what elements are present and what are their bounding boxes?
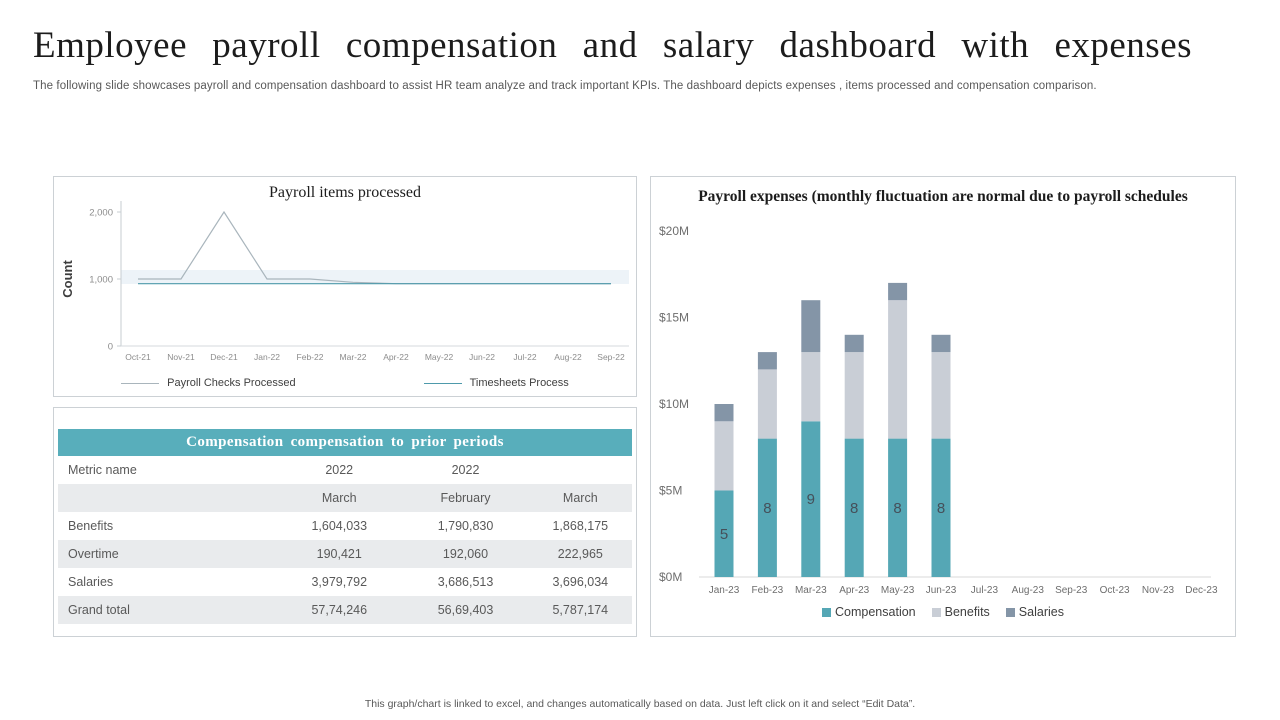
table-cell [529, 456, 632, 484]
legend-line-swatch [121, 383, 159, 384]
bar-segment-benefits[interactable] [715, 421, 734, 490]
bar-segment-benefits[interactable] [845, 352, 864, 439]
legend-item [822, 605, 916, 619]
bar-segment-benefits[interactable] [888, 300, 907, 438]
table-cell: Metric name [68, 463, 137, 477]
table-cell: 2022 [451, 463, 480, 477]
legend-item [1006, 605, 1064, 619]
table-title: Compensation compensation to prior periods [58, 429, 632, 456]
table-cell [58, 484, 276, 512]
payroll-expenses-chart-panel[interactable] [650, 176, 1236, 637]
x-tick-label: Apr-23 [839, 585, 870, 596]
table-cell: 3,696,034 [552, 575, 609, 589]
bar-segment-salaries[interactable] [845, 335, 864, 352]
legend-label: Benefits [944, 605, 990, 619]
x-tick-label: Jul-23 [970, 585, 999, 596]
table-cell: 5,787,174 [552, 603, 609, 617]
line-chart-legend [54, 377, 636, 389]
legend-label: Salaries [1018, 605, 1064, 619]
table-cell: February [440, 491, 491, 505]
y-tick-label: 2,000 [89, 207, 113, 219]
table-cell: Overtime [68, 547, 119, 561]
table-cell: Salaries [68, 575, 114, 589]
x-tick-label: Feb-22 [296, 352, 324, 362]
legend-item [121, 377, 295, 389]
x-tick-label: Oct-23 [1099, 585, 1130, 596]
y-tick-label: 0 [107, 341, 113, 353]
x-tick-label: Mar-23 [794, 585, 827, 596]
bar-segment-salaries[interactable] [888, 283, 907, 300]
x-tick-label: Sep-23 [1055, 585, 1088, 596]
legend-line-swatch [424, 383, 462, 384]
x-tick-label: May-22 [424, 352, 454, 362]
bar-chart-title: Payroll expenses (monthly fluctuation are normal due to payroll schedules [698, 188, 1188, 205]
y-tick-label: $10M [659, 397, 690, 411]
table-cell: 3,979,792 [311, 575, 368, 589]
table-row [58, 568, 632, 596]
bar-segment-salaries[interactable] [715, 404, 734, 421]
bar-segment-benefits[interactable] [758, 369, 777, 438]
x-tick-label: Jan-23 [708, 585, 740, 596]
table-cell: 192,060 [442, 547, 489, 561]
x-tick-label: May-23 [880, 585, 915, 596]
legend-item [424, 377, 569, 389]
line-chart-title: Payroll items processed [269, 184, 421, 201]
x-tick-label: Sep-22 [597, 352, 625, 362]
x-tick-label: Nov-21 [167, 352, 195, 362]
bar-segment-salaries[interactable] [932, 335, 951, 352]
table-cell: Grand total [68, 603, 130, 617]
y-axis-title: Count [60, 260, 75, 298]
table-cell: 2022 [325, 463, 354, 477]
table-cell: 57,74,246 [311, 603, 368, 617]
highlight-band [121, 270, 629, 284]
bar-segment-benefits[interactable] [932, 352, 951, 439]
table-row [58, 512, 632, 540]
footer-note: This graph/chart is linked to excel, and changes automatically based on data. Just left click on it and select “Edit Data”. [364, 698, 916, 710]
table-cell: 1,604,033 [311, 519, 368, 533]
table-cell: Benefits [68, 519, 114, 533]
y-tick-label: 1,000 [89, 274, 113, 286]
table-cell: 190,421 [316, 547, 362, 561]
x-tick-label: Mar-22 [339, 352, 367, 362]
y-tick-label: $20M [659, 224, 690, 238]
x-tick-label: Aug-22 [554, 352, 582, 362]
table-cell: 222,965 [557, 547, 603, 561]
x-tick-label: Oct-21 [125, 352, 151, 362]
table-row [58, 596, 632, 624]
table-cell: 56,69,403 [437, 603, 494, 617]
x-tick-label: Jan-22 [254, 352, 280, 362]
table-cell: 1,790,830 [437, 519, 494, 533]
legend-label: Payroll Checks Processed [167, 377, 296, 389]
payroll-items-line-chart[interactable] [54, 177, 636, 396]
table-cell: March [321, 491, 357, 505]
table-row [58, 484, 632, 512]
y-tick-label: $0M [659, 570, 683, 584]
bar-value-label: 8 [763, 499, 772, 517]
bar-value-label: 8 [850, 499, 859, 517]
x-tick-label: Apr-22 [383, 352, 409, 362]
y-tick-label: $5M [659, 483, 683, 498]
bar-chart-legend [651, 605, 1235, 619]
legend-square-swatch [822, 608, 831, 617]
bar-segment-salaries[interactable] [758, 352, 777, 369]
legend-label: Compensation [835, 605, 916, 619]
bar-value-label: 8 [936, 499, 946, 517]
table-row [58, 456, 632, 484]
compensation-table-panel[interactable] [53, 407, 637, 637]
legend-label: Timesheets Process [469, 377, 569, 389]
bar-segment-benefits[interactable] [801, 352, 820, 421]
x-tick-label: Jun-22 [469, 352, 495, 362]
legend-square-swatch [1006, 608, 1015, 617]
table-cell: 1,868,175 [552, 519, 609, 533]
x-tick-label: Feb-23 [751, 585, 784, 596]
x-tick-label: Dec-23 [1185, 585, 1218, 596]
table-cell: 3,686,513 [437, 575, 494, 589]
x-tick-label: Aug-23 [1011, 585, 1044, 596]
bar-value-label: 5 [719, 525, 729, 543]
x-tick-label: Nov-23 [1141, 585, 1175, 596]
legend-item [932, 605, 990, 619]
x-tick-label: Dec-21 [210, 352, 238, 362]
payroll-items-chart-panel[interactable] [53, 176, 637, 397]
x-tick-label: Jul-22 [513, 352, 537, 362]
compensation-table [58, 456, 632, 624]
y-tick-label: $15M [659, 310, 690, 325]
bar-value-label: 8 [893, 499, 902, 517]
x-tick-label: Jun-23 [925, 585, 957, 596]
page-subtitle: The following slide showcases payroll and compensation dashboard to assist HR team analyze and track important KPIs. The dashboard depicts expenses , items processed and compensation comparison. [33, 80, 1097, 92]
table-row [58, 540, 632, 568]
bar-value-label: 9 [806, 491, 815, 509]
payroll-expenses-bar-chart[interactable] [651, 177, 1235, 607]
table-cell: March [562, 491, 598, 505]
bar-segment-salaries[interactable] [801, 300, 820, 352]
page-title: Employee payroll compensation and salary dashboard with expenses [33, 25, 1193, 66]
legend-square-swatch [932, 608, 941, 617]
